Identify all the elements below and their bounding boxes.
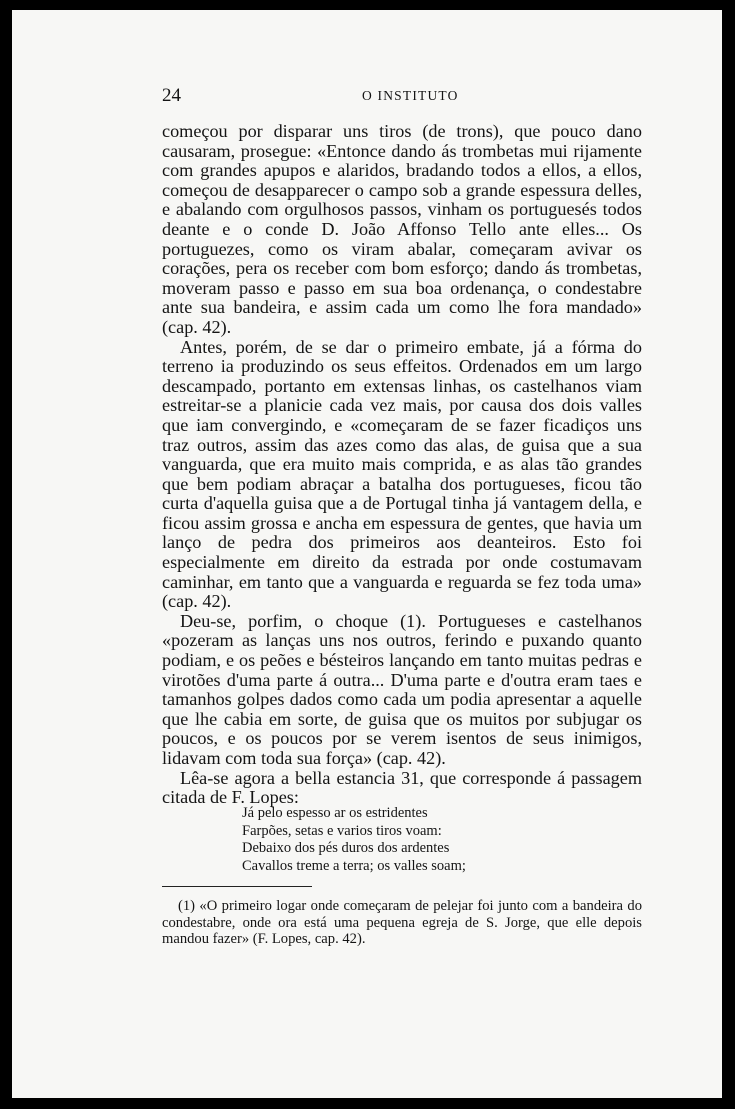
running-head xyxy=(162,85,722,109)
footnote-text: (1) «O primeiro logar onde começaram de pelejar foi junto com a bandeira do condestabre, onde ora está uma pequena egreja de S. Jorge, que elle depois mandou fazer» (F. Lopes, cap. 42). xyxy=(162,898,642,948)
paragraph-estancia: Lêa-se agora a bella estancia 31, que corresponde á passagem citada de F. Lopes: xyxy=(162,767,642,808)
paragraph-continuation: começou por disparar uns tiros (de trons), que pouco dano causaram, prosegue: «Entonce dando ás trombetas mui rijamente com grandes apupos e alaridos, bradando todos a ellos, a ellos, começou de desapparecer o campo sob a grande espessura delles, e abalando com orgulhosos passos, vinham os portuguesés todos deante e o conde D. João Affonso Tello ante elles... Os portuguezes, como os viram abalar, começaram avivar os corações, pera os receber com bom esforço; dando ás trombetas, moveram passo e passo em sua boa ordenança, o condestabre ante sua bandeira, e assim cada um como lhe fora mandado» (cap. 42). xyxy=(162,121,642,337)
verse-line: Farpões, setas e varios tiros voam: xyxy=(242,822,442,839)
footnote-rule xyxy=(162,886,312,887)
scanned-page xyxy=(12,10,722,1098)
running-title: O INSTITUTO xyxy=(362,88,459,103)
footnote xyxy=(162,898,642,948)
paragraph-choque: Deu-se, porfim, o choque (1). Portugueses e castelhanos «pozeram as lanças uns nos outros, ferindo e puxando quanto podiam, e os peões e bésteiros lançando em tanto muitas pedras e virotões d'uma parte á outra... D'uma parte e d'outra eram taes e tamanhos golpes dados como cada um podia apresentar a aquelle que lhe cabia em sorte, de guisa que os muitos por subjugar os poucos, e os poucos por se verem isentos de seus inimigos, lidavam com toda sua força» (cap. 42). xyxy=(162,610,642,768)
body-text xyxy=(162,122,642,808)
verse-line: Já pelo espesso ar os estridentes xyxy=(242,805,428,821)
paragraph-embate: Antes, porém, de se dar o primeiro embate, já a fórma do terreno ia produzindo os seus effeitos. Ordenados em um largo descampado, portanto em extensas linhas, os castelhanos viam estreitar-se a planicie cada vez mais, por causa dos dois valles que iam convergindo, e «começaram de se fazer ficadiços uns traz outros, assim das azes como das alas, de guisa que a sua vanguarda, que era muito mais comprida, e as alas tão grandes que bem podiam abraçar a batalha dos portugueses, ficou tão curta d'aquella guisa que a de Portugal tinha já vantagem della, e ficou assim grossa e ancha em espessura de gentes, que havia um lanço de pedra dos primeiros aos deanteiros. Esto foi especialmente em direito da estrada por onde costumavam caminhar, em tanto que a vanguarda e reguarda se fez toda uma» (cap. 42). xyxy=(162,336,642,612)
page-number: 24 xyxy=(162,85,181,106)
verse-line: Debaixo dos pés duros dos ardentes xyxy=(242,840,450,856)
verse-line: Cavallos treme a terra; os valles soam; xyxy=(242,857,466,874)
verse-quote xyxy=(242,805,562,875)
